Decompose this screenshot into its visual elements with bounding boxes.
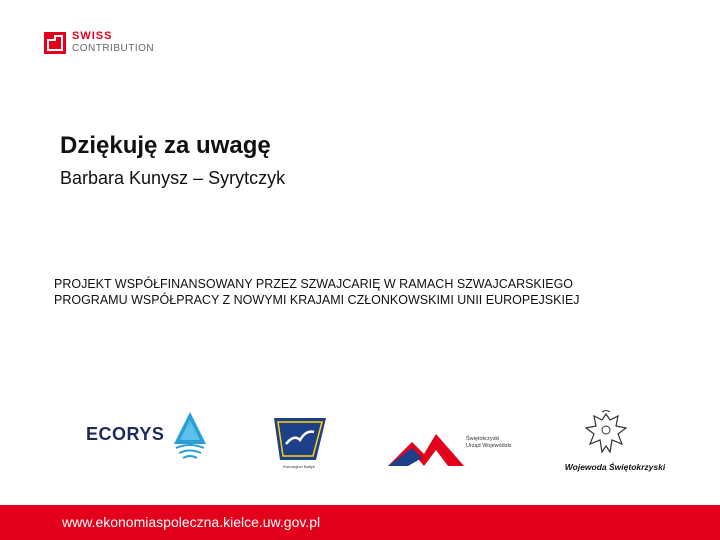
project-line-2: PROGRAMU WSPÓŁPRACY Z NOWYMI KRAJAMI CZŁONKOWSKIMI UNII EUROPEJSKIEJ bbox=[54, 293, 580, 307]
ecorys-sail-icon bbox=[174, 412, 206, 460]
wojewoda-caption: Wojewoda Świętokrzyski bbox=[564, 462, 666, 472]
project-statement bbox=[54, 276, 694, 308]
eagle-emblem-icon bbox=[584, 410, 628, 458]
logo-text-swiss: SWISS bbox=[72, 30, 113, 42]
ecorys-logo bbox=[86, 410, 206, 460]
ecorys-wordmark: ECORYS bbox=[86, 424, 165, 444]
mountains-icon bbox=[388, 430, 466, 470]
euroregion-baltyk-logo bbox=[268, 414, 330, 472]
swietokrzyski-line-1: Świętokrzyski bbox=[466, 436, 500, 442]
project-line-1: PROJEKT WSPÓŁFINANSOWANY PRZEZ SZWAJCARIĘ W RAMACH SZWAJCARSKIEGO bbox=[54, 277, 574, 291]
website-url: www.ekonomiaspoleczna.kielce.uw.gov.pl bbox=[62, 514, 321, 530]
wojewoda-logo bbox=[540, 410, 690, 476]
seagull-emblem-icon bbox=[268, 414, 330, 464]
logo-text-contribution: CONTRIBUTION bbox=[72, 43, 155, 54]
page-title: Dziękuję za uwagę bbox=[60, 132, 271, 159]
swietokrzyski-line-2: Urząd Wojewódzki bbox=[466, 443, 512, 449]
footer-bar bbox=[0, 505, 720, 540]
swiss-cross-icon bbox=[44, 32, 66, 54]
swiss-contribution-logo bbox=[44, 30, 174, 58]
presenter-name: Barbara Kunysz – Syrytczyk bbox=[60, 168, 286, 188]
swietokrzyski-caption bbox=[466, 436, 511, 450]
euroregion-caption: Euroregion Bałtyk bbox=[283, 464, 315, 469]
swietokrzyski-urzad-logo bbox=[388, 430, 538, 472]
